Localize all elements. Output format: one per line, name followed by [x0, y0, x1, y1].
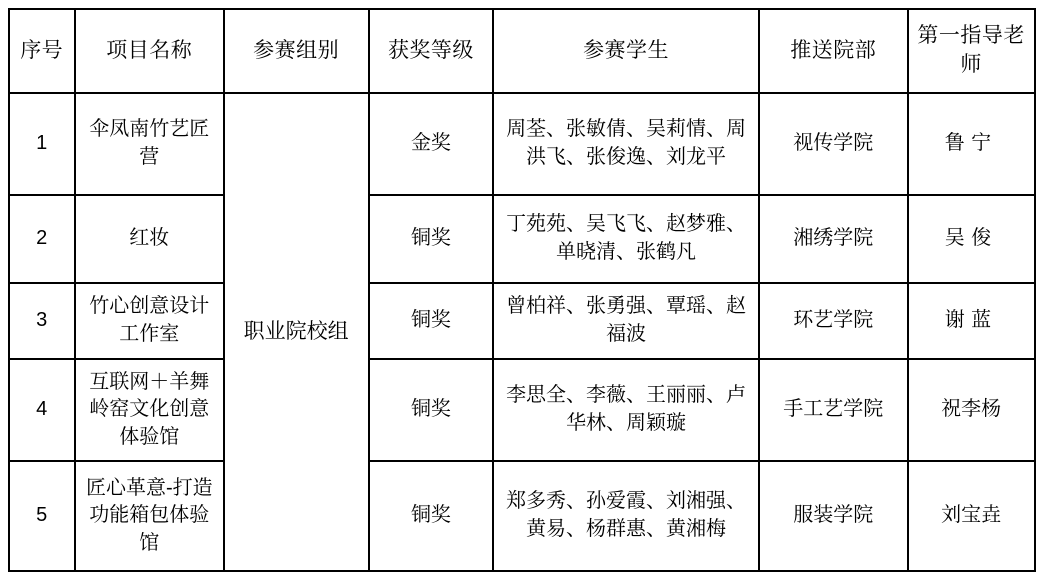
cell-teacher: 吴俊 — [908, 195, 1035, 283]
header-cell-project: 项目名称 — [75, 9, 224, 93]
cell-dept: 手工艺学院 — [759, 359, 908, 461]
cell-dept: 服装学院 — [759, 461, 908, 571]
cell-dept: 湘绣学院 — [759, 195, 908, 283]
table-row — [9, 461, 1035, 571]
cell-project: 竹心创意设计工作室 — [75, 283, 224, 359]
table-body — [9, 93, 1035, 571]
cell-group: 职业院校组 — [224, 93, 369, 571]
cell-level: 铜奖 — [369, 195, 494, 283]
table-row — [9, 93, 1035, 195]
cell-teacher: 祝李杨 — [908, 359, 1035, 461]
header-row — [9, 9, 1035, 93]
cell-no: 5 — [9, 461, 75, 571]
cell-no: 1 — [9, 93, 75, 195]
cell-dept: 环艺学院 — [759, 283, 908, 359]
table-row — [9, 283, 1035, 359]
cell-level: 金奖 — [369, 93, 494, 195]
cell-project: 互联网＋羊舞岭窑文化创意体验馆 — [75, 359, 224, 461]
cell-students: 丁苑苑、吴飞飞、赵梦雅、单晓清、张鹤凡 — [493, 195, 759, 283]
cell-no: 3 — [9, 283, 75, 359]
cell-dept: 视传学院 — [759, 93, 908, 195]
header-cell-no: 序号 — [9, 9, 75, 93]
cell-project: 红妆 — [75, 195, 224, 283]
cell-level: 铜奖 — [369, 283, 494, 359]
cell-project: 匠心革意-打造功能箱包体验馆 — [75, 461, 224, 571]
cell-teacher: 谢蓝 — [908, 283, 1035, 359]
cell-no: 4 — [9, 359, 75, 461]
header-cell-dept: 推送院部 — [759, 9, 908, 93]
cell-students: 李思全、李薇、王丽丽、卢华林、周颖璇 — [493, 359, 759, 461]
header-cell-teacher: 第一指导老师 — [908, 9, 1035, 93]
award-table — [8, 8, 1036, 572]
cell-project: 伞凤南竹艺匠营 — [75, 93, 224, 195]
cell-level: 铜奖 — [369, 461, 494, 571]
cell-teacher: 鲁宁 — [908, 93, 1035, 195]
cell-level: 铜奖 — [369, 359, 494, 461]
cell-teacher: 刘宝垚 — [908, 461, 1035, 571]
cell-students: 周荃、张敏倩、吴莉情、周洪飞、张俊逸、刘龙平 — [493, 93, 759, 195]
cell-students: 曾柏祥、张勇强、覃瑶、赵福波 — [493, 283, 759, 359]
header-cell-level: 获奖等级 — [369, 9, 494, 93]
table-row — [9, 195, 1035, 283]
cell-students: 郑多秀、孙爱霞、刘湘强、黄易、杨群惠、黄湘梅 — [493, 461, 759, 571]
header-cell-students: 参赛学生 — [493, 9, 759, 93]
table-header — [9, 9, 1035, 93]
header-cell-group: 参赛组别 — [224, 9, 369, 93]
table-row — [9, 359, 1035, 461]
cell-no: 2 — [9, 195, 75, 283]
